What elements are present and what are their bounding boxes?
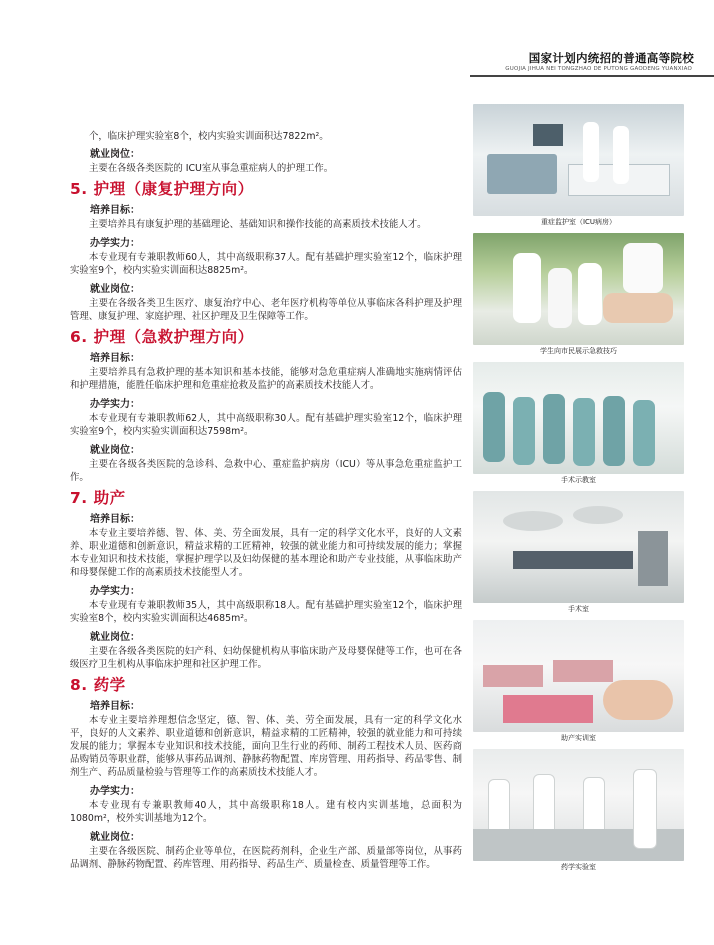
photo-caption: 手术示教室 — [561, 476, 596, 484]
strength-label: 办学实力： — [90, 238, 140, 249]
goal-label: 培养目标： — [90, 205, 140, 216]
goal-text: 本专业主要培养理想信念坚定，德、智、体、美、劳全面发展，具有一定的科学文化水平，良好的人文素养、职业道德和创新意识，精益求精的工匠精神，较强的就业能力和可持续发展的能力；掌握本专业知识和技术技能，面向卫生行业的药师、制药工程技术人员、医药商品购销员等职业群，能够从事药品调剂、静脉药物配置、库房管理、用药指导、药品零售、制剂生产、药品质量检验与管理等工作的高素质技术技能人才。 — [70, 715, 462, 778]
job-label: 就业岗位： — [90, 832, 140, 843]
section-title-emergency-nursing: 6. 护理（急救护理方向） — [70, 328, 254, 346]
goal-label: 培养目标： — [90, 514, 140, 525]
job-label: 就业岗位： — [90, 632, 140, 643]
photo-caption: 药学实验室 — [561, 863, 596, 871]
header-title: 国家计划内统招的普通高等院校 — [528, 51, 694, 65]
goal-text: 主要培养具有急救护理的基本知识和基本技能，能够对急危重症病人准确地实施病情评估和护理措施，能胜任临床护理和危重症抢救及监护的高素质技术技能人才。 — [70, 367, 462, 391]
job-label: 就业岗位： — [90, 284, 140, 295]
section-title-midwifery: 7. 助产 — [70, 489, 126, 507]
job-label: 就业岗位： — [90, 445, 140, 456]
header-rule — [470, 75, 714, 77]
goal-text: 主要培养具有康复护理的基础理论、基础知识和操作技能的高素质技术技能人才。 — [89, 219, 427, 230]
photo-caption: 手术室 — [568, 605, 589, 613]
strength-text: 本专业现有专兼职教师40人，其中高级职称18人。建有校内实训基地，总面积为1080m²，校外实训基地为12个。 — [70, 800, 462, 824]
photo-caption: 助产实训室 — [561, 734, 596, 742]
photo-column — [473, 104, 684, 878]
photo-pharmacy-lab — [473, 749, 684, 861]
photo-midwifery-lab — [473, 620, 684, 732]
intro-job-text: 主要在各级各类医院的 ICU室从事急重症病人的护理工作。 — [89, 163, 334, 174]
strength-text: 本专业现有专兼职教师60人，其中高级职称37人。配有基础护理实验室12个，临床护理实验室9个，校内实验实训面积达8825m²。 — [70, 252, 462, 276]
goal-label: 培养目标： — [90, 353, 140, 364]
job-text: 主要在各级各类卫生医疗、康复治疗中心、老年医疗机构等单位从事临床各科护理及护理管理、康复护理、家庭护理、社区护理及卫生保障等工作。 — [70, 298, 462, 322]
photo-first-aid-demo — [473, 233, 684, 345]
photo-caption: 重症监护室（ICU病房） — [540, 218, 617, 226]
main-content — [70, 130, 462, 871]
photo-icu-ward — [473, 104, 684, 216]
photo-operating-room — [473, 491, 684, 603]
strength-label: 办学实力： — [90, 586, 140, 597]
section-title-rehab-nursing: 5. 护理（康复护理方向） — [70, 180, 254, 198]
photo-surgery-teaching-room — [473, 362, 684, 474]
job-text: 主要在各级各类医院的急诊科、急救中心、重症监护病房（ICU）等从事急危重症监护工作。 — [70, 459, 462, 483]
section-title-pharmacy: 8. 药学 — [70, 676, 126, 694]
goal-text: 本专业主要培养德、智、体、美、劳全面发展，具有一定的科学文化水平，良好的人文素养、职业道德和创新意识，精益求精的工匠精神，较强的就业能力和可持续发展的能力；掌握本专业知识和技术技能，掌握护理学以及妇幼保健的基本理论和助产专业技能，从事临床助产和母婴保健工作的高素质技术技能型人才。 — [70, 528, 462, 578]
photo-caption: 学生向市民展示急救技巧 — [540, 347, 617, 355]
job-text: 主要在各级各类医院的妇产科、妇幼保健机构从事临床助产及母婴保健等工作，也可在各级医疗卫生机构从事临床护理和社区护理工作。 — [70, 646, 462, 670]
header-subtitle: GUOJIA JIHUA NEI TONGZHAO DE PUTONG GAODENG YUANXIAO — [505, 66, 692, 72]
strength-label: 办学实力： — [90, 399, 140, 410]
strength-text: 本专业现有专兼职教师35人，其中高级职称18人。配有基础护理实验室12个，临床护理实验室8个，校内实验实训面积达4685m²。 — [70, 600, 462, 624]
strength-label: 办学实力： — [90, 786, 140, 797]
intro-job-label: 就业岗位： — [90, 149, 140, 160]
goal-label: 培养目标： — [90, 701, 140, 712]
strength-text: 本专业现有专兼职教师62人，其中高级职称30人。配有基础护理实验室12个，临床护理实验室9个，校内实验实训面积达7598m²。 — [70, 413, 462, 437]
intro-line: 个，临床护理实验室8个，校内实验实训面积达7822m²。 — [89, 131, 329, 142]
job-text: 主要在各级医院、制药企业等单位，在医院药剂科，企业生产部、质量部等岗位，从事药品调剂、静脉药物配置、药库管理、用药指导、药品生产、质量检查、质量管理等工作。 — [70, 846, 462, 870]
